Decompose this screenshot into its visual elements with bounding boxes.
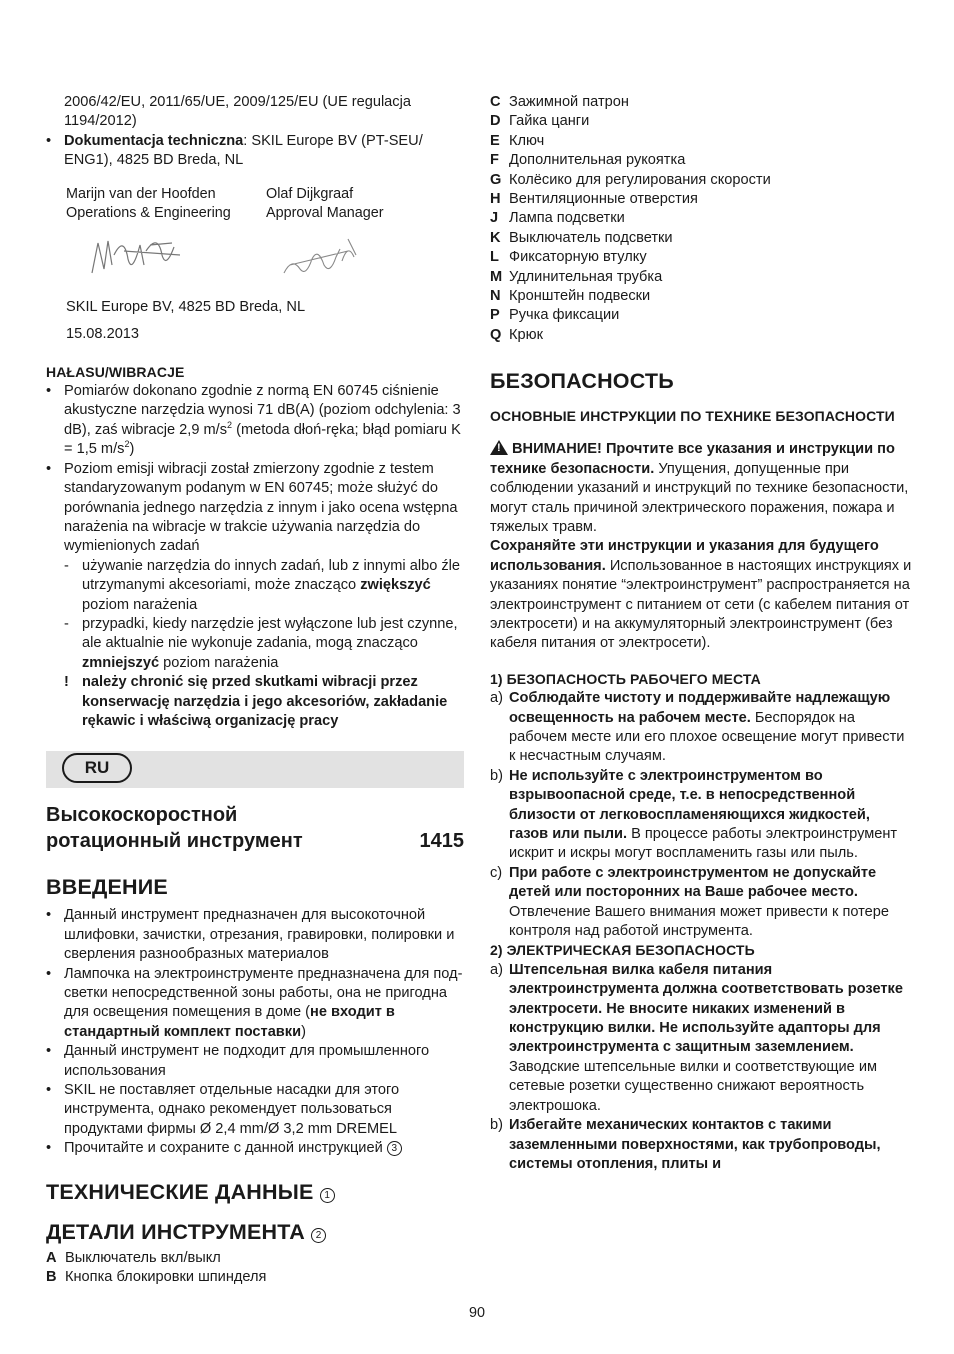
part-letter: E xyxy=(490,132,500,149)
declaration-date: 15.08.2013 xyxy=(66,326,140,343)
intro-item-3: • Данный инструмент не подходит для промышленного использования xyxy=(46,1042,466,1081)
parts-list-right xyxy=(490,93,912,345)
part-item xyxy=(490,151,912,170)
intro-list xyxy=(46,906,466,1158)
part-item xyxy=(490,326,912,345)
intro-item-4: • SKIL не поставляет отдельные насадки для этого инструмента, однако рекомендует пользоваться продуктами фирмы Ø 2,4 mm/Ø 3,2 mm DREMEL xyxy=(46,1081,466,1139)
noise-heading: HAŁASU/WIBRACJE xyxy=(46,363,185,380)
part-letter: C xyxy=(490,94,501,110)
right-column xyxy=(490,93,912,1174)
left-column xyxy=(46,93,466,1287)
noise-item-1: • Pomiarów dokonano zgodnie z normą EN 60745 ciśnienie akustyczne narzędzia wynosi 71 dB(A) (poziom odchylenia: 3 dB), zaś wibracje 2,9 $m/s^2$ (metoda dłoń-ręka; błąd pomiaru K = 1,5 $m/s^2$) xyxy=(46,382,466,460)
warning-paragraph: !ВНИМАНИЕ! Прочтите все указания и инструкции по технике безопасности. Упущения, допущенные при соблюдении указаний и инструкций по технике безопасности, могут сталь причиной электрического поражения, пожара и тяжелых травм. xyxy=(490,440,912,537)
part-item xyxy=(490,132,912,151)
part-letter: F xyxy=(490,152,499,169)
intro-item-2: • Лампочка на электроинструменте предназначена для под-светки непосредственной зоны работы, она не пригодна для освещения помещения в доме (не входит в стандартный комплект поставки) xyxy=(46,965,466,1043)
product-title-line-2: ротационный инструмент xyxy=(46,830,303,853)
part-label: Фиксаторную втулку xyxy=(509,249,647,266)
product-title-line-1: Высокоскоростной xyxy=(46,804,238,827)
electrical-item-a: a) Штепсельная вилка кабеля питания электроинструмента должна соответствовать розетке электросети. Не вносите никаких изменений в конструкцию вилки. Не используйте адапторы для электроинструмента с защитным заземлением. Заводские штепсельные вилки и соответствующие им сетевые розетки существенно снижают вероятность электрошока. xyxy=(490,961,903,1114)
product-model-number: 1415 xyxy=(419,830,464,853)
signatory-2-role: Approval Manager xyxy=(266,205,384,222)
safety-heading: БЕЗОПАСНОСТЬ xyxy=(490,369,674,394)
noise-dash-1: - używanie narzędzia do innych zadań, lub z innymi albo źle utrzymanymi akcesoriami, może znacząco zwiększyć poziom narażenia xyxy=(64,557,466,615)
tech-documentation-label: Dokumentacja techniczna xyxy=(64,132,244,149)
part-item xyxy=(490,268,912,287)
part-label: Кнопка блокировки шпинделя xyxy=(65,1269,267,1286)
figure-3-ref: 3 xyxy=(387,1141,402,1156)
figure-2-ref: 2 xyxy=(311,1228,326,1243)
part-item xyxy=(46,1249,466,1268)
part-label: Вентиляционные отверстия xyxy=(509,191,698,208)
part-letter: J xyxy=(490,210,499,227)
part-letter: P xyxy=(490,307,500,324)
part-label: Гайка цанги xyxy=(509,113,590,130)
part-letter: A xyxy=(46,1249,57,1266)
work-area-item-a: a) Соблюдайте чистоту и поддерживайте надлежащую освещенность на рабочем месте. Беспорядок на рабочем месте или его плохое освещение могут привести к несчастным случаям. xyxy=(490,690,905,765)
intro-item-5: • Прочитайте и сохраните с данной инструкцией 3 xyxy=(46,1139,466,1158)
part-label: Лампа подсветки xyxy=(509,210,625,227)
part-letter: D xyxy=(490,113,501,130)
product-title xyxy=(46,802,466,854)
part-letter: Q xyxy=(490,326,502,343)
warning-triangle-icon xyxy=(490,440,508,455)
part-letter: K xyxy=(490,229,501,246)
part-item xyxy=(490,229,912,248)
part-item xyxy=(490,171,912,190)
part-letter: H xyxy=(490,191,501,208)
intro-item-1: • Данный инструмент предназначен для высокоточной шлифовки, зачистки, отрезания, гравировки, полировки и сверления разнообразных материалов xyxy=(46,906,466,964)
noise-item-2: • Poziom emisji wibracji został zmierzony zgodnie z testem standaryzowanym podanym w EN 60745; może służyć do porównania jednego narzędzia z innym i jako ocena wstępna narażenia na wibracje w trakcie używania narzędzia do wymienionych zadań xyxy=(46,460,466,557)
part-item xyxy=(490,190,912,209)
signature-1-image xyxy=(84,225,194,285)
work-area-item-b: b) Не используйте с электроинструментом во взрывоопасной среде, т.е. в непосредственной близости от легковоспламеняющихся жидкостей, газов или пыли. В процессе работы электроинструмент искрит и искры могут воспламенить газы или пыль. xyxy=(490,767,898,862)
signatory-1 xyxy=(66,185,266,294)
tech-documentation-item xyxy=(46,132,466,171)
part-label: Выключатель вкл/выкл xyxy=(65,1249,221,1266)
part-letter: M xyxy=(490,268,503,285)
part-item xyxy=(490,287,912,306)
part-label: Выключатель подсветки xyxy=(509,229,673,246)
tech-documentation-text: : SKIL Europe BV (PT-SEU/ ENG1), 4825 BD Breda, NL xyxy=(64,132,423,169)
part-label: Зажимной патрон xyxy=(509,94,629,110)
part-item xyxy=(490,248,912,267)
language-badge: RU xyxy=(62,753,132,783)
signatory-1-role: Operations & Engineering xyxy=(66,205,231,222)
part-letter: B xyxy=(46,1269,57,1286)
noise-sublist xyxy=(64,557,466,732)
basic-safety-heading: ОСНОВНЫЕ ИНСТРУКЦИИ ПО ТЕХНИКЕ БЕЗОПАСНОСТИ xyxy=(490,408,895,425)
directive-continuation: 2006/42/EU, 2011/65/UE, 2009/125/EU (UE regulacja 1194/2012) xyxy=(64,94,411,130)
signatory-2 xyxy=(266,185,466,294)
part-item xyxy=(490,93,912,112)
part-item xyxy=(490,209,912,228)
noise-dash-2: - przypadki, kiedy narzędzie jest wyłączone lub jest czynne, ale aktualnie nie wykonuje zadania, mogą znacząco zmniejszyć poziom narażenia xyxy=(64,615,466,673)
company-address: SKIL Europe BV, 4825 BD Breda, NL xyxy=(66,298,306,315)
noise-warning: ! należy chronić się przed skutkami wibracji przez konserwację narzędzia i jego akcesoriów, zakładanie rękawic i właściwą organizację pracy xyxy=(64,673,466,731)
work-area-safety-heading: 1) БЕЗОПАСНОСТЬ РАБОЧЕГО МЕСТА xyxy=(490,670,761,687)
signatory-2-name: Olaf Dijkgraaf xyxy=(266,185,354,202)
part-label: Крюк xyxy=(509,326,543,343)
page-number: 90 xyxy=(468,1305,485,1321)
part-label: Удлинительная трубка xyxy=(509,268,663,285)
parts-list-left xyxy=(46,1249,466,1288)
electrical-safety-heading: 2) ЭЛЕКТРИЧЕСКАЯ БЕЗОПАСНОСТЬ xyxy=(490,942,755,959)
tech-data-heading: ТЕХНИЧЕСКИЕ ДАННЫЕ 1 xyxy=(46,1179,466,1205)
keep-instructions-paragraph: Сохраняйте эти инструкции и указания для будущего использования. Использованное в настоящих инструкциях и указаниях понятие “электроинструмент” распространяется на электроинструмент с питанием от сети (с кабелем питания от электросети) и на аккумуляторный электроинструмент (без кабеля питания от электросети). xyxy=(490,538,912,652)
part-label: Дополнительная рукоятка xyxy=(509,152,686,169)
part-label: Кронштейн подвески xyxy=(509,288,651,305)
part-letter: N xyxy=(490,288,501,305)
part-item xyxy=(490,306,912,325)
signature-2-image xyxy=(278,227,368,287)
part-letter: G xyxy=(490,171,502,188)
part-letter: L xyxy=(490,249,499,266)
figure-1-ref: 1 xyxy=(320,1188,335,1203)
language-bar xyxy=(46,751,464,788)
part-label: Ключ xyxy=(509,132,545,149)
parts-heading: ДЕТАЛИ ИНСТРУМЕНТА 2 xyxy=(46,1219,466,1245)
signatures-block xyxy=(66,185,466,294)
signatory-1-name: Marijn van der Hoofden xyxy=(66,185,216,202)
part-label: Ручка фиксации xyxy=(509,307,620,324)
electrical-item-b: b) Избегайте механических контактов с такими заземленными поверхностями, как трубопроводы, системы отопления, плиты и xyxy=(490,1117,881,1172)
part-item xyxy=(46,1268,466,1287)
work-area-item-c: c) При работе с электроинструментом не допускайте детей или посторонних на Ваше рабочее место. Отвлечение Вашего внимания может привести к потере контроля над работой инструмента. xyxy=(490,864,890,940)
part-label: Колёсико для регулирования скорости xyxy=(509,171,771,188)
part-item xyxy=(490,112,912,131)
intro-heading: ВВЕДЕНИЕ xyxy=(46,875,168,900)
